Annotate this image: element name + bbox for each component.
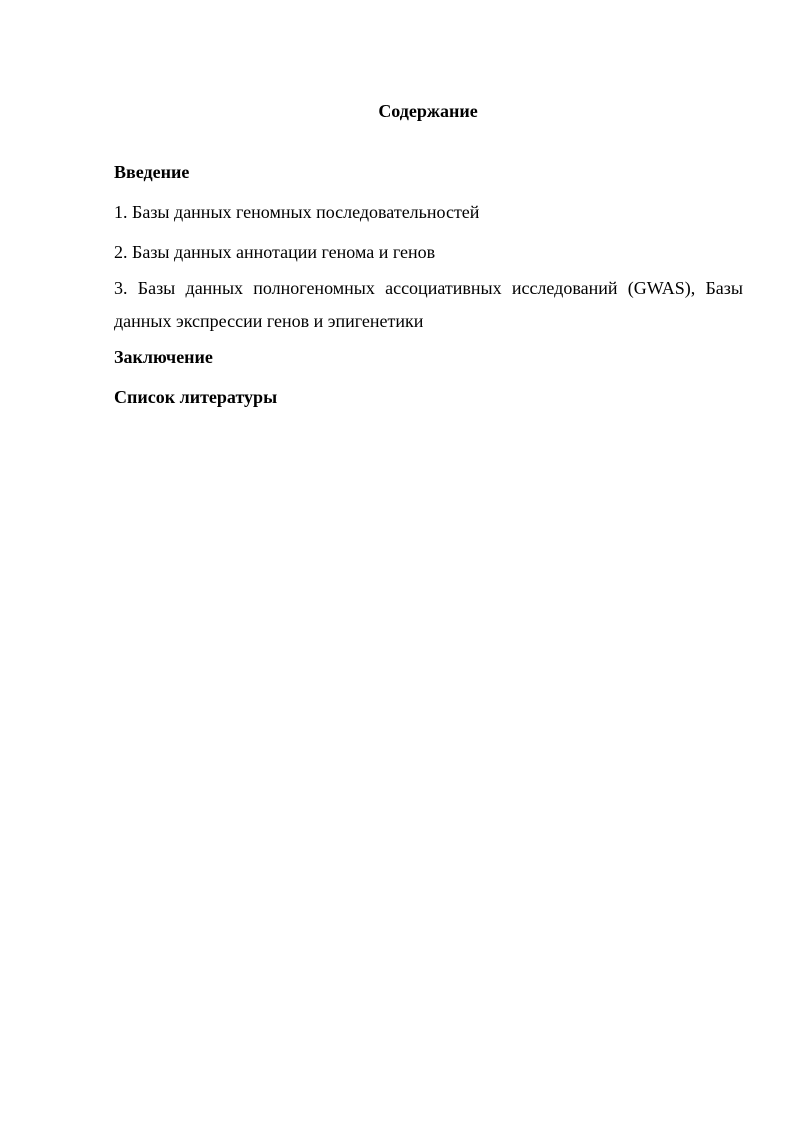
toc-title: Содержание	[378, 101, 478, 121]
toc-entry-references: Список литературы	[114, 387, 278, 407]
toc-entry-introduction: Введение	[114, 162, 190, 182]
toc-entry-genome-annotation-databases: 2. Базы данных аннотации генома и генов	[114, 242, 436, 262]
toc-list	[114, 156, 743, 421]
toc-entry-genome-sequence-databases: 1. Базы данных геномных последовательностей	[114, 202, 480, 222]
toc-entry-gwas-expression-databases: 3. Базы данных полногеномных ассоциативных исследований (GWAS), Базы данных экспрессии генов и эпигенетики	[114, 278, 743, 331]
toc-entry-conclusion: Заключение	[114, 347, 213, 367]
